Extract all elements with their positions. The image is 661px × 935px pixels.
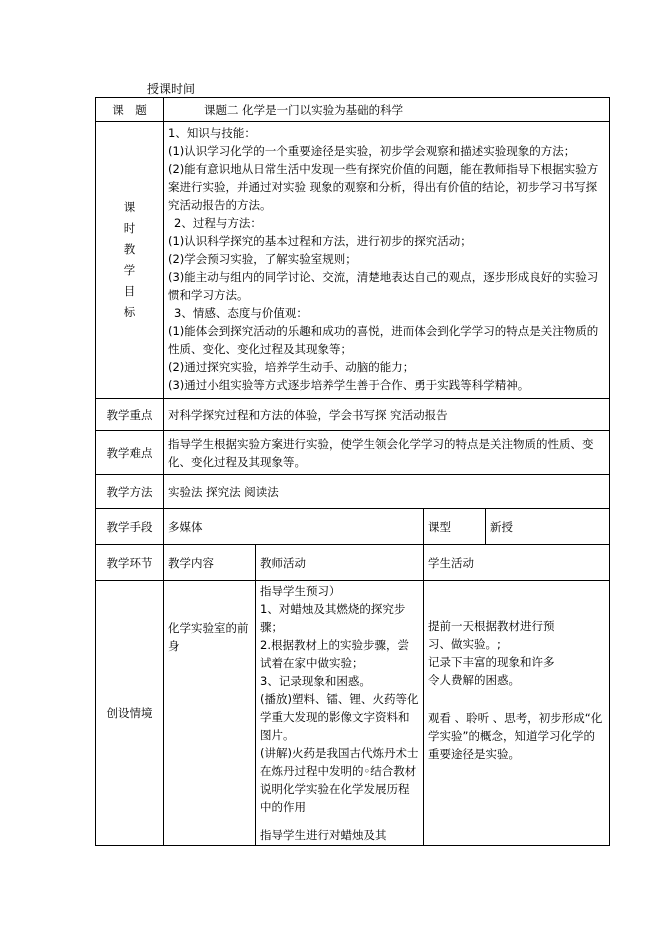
objectives-label xyxy=(96,122,164,399)
teacher-activity-line: (讲解)火药是我国古代炼丹术士在炼丹过程中发明的◦结合教材说明化学实验在化学发展历程 中的作用 xyxy=(260,746,419,814)
methods-row xyxy=(96,475,610,509)
means-label: 教学手段 xyxy=(96,509,164,545)
objective-heading: 3、情感、态度与价值观： xyxy=(174,306,308,320)
key-points-row xyxy=(96,399,610,431)
difficulties-label: 教学难点 xyxy=(96,431,164,475)
student-activity-line: 观看 、聆听 、思考，初步形成“化学实验”的概念，知道学习化学的重要途径是实验。 xyxy=(428,711,603,761)
lesson-type-value: 新授 xyxy=(486,509,610,545)
objective-item: (3)能主动与组内的同学讨论、交流，清楚地表达自己的观点，逐步形成良好的实验习惯和学习方法。 xyxy=(168,270,599,302)
teaching-time-label: 授课时间 xyxy=(147,82,196,96)
topic-label: 课 题 xyxy=(96,98,164,122)
column-student: 学生活动 xyxy=(424,545,610,581)
objectives-label-char: 标 xyxy=(123,305,136,319)
objectives-row xyxy=(96,122,610,399)
content-cell: 化学实验室的前身 xyxy=(164,581,256,846)
objective-item: (1)能体会到探究活动的乐趣和成功的喜悦，进而体会到化学学习的特点是关注物质的性质、变化、变化过程及其现象等； xyxy=(168,324,599,356)
objective-item: (2)通过探究实验，培养学生动手、动脑的能力； xyxy=(168,360,415,374)
teacher-activity-line: 3、记录现象和困惑。 xyxy=(260,674,371,688)
teacher-activity-line: 指导学生进行对蜡烛及其 xyxy=(260,828,387,842)
methods-value: 实验法 探究法 阅读法 xyxy=(164,475,610,509)
column-teacher: 教师活动 xyxy=(256,545,424,581)
student-activity-line: 提前一天根据教材进行预习、做实验。; xyxy=(428,619,555,651)
objectives-label-char: 学 xyxy=(123,263,136,277)
means-row xyxy=(96,509,610,545)
objectives-label-char: 目 xyxy=(123,284,136,298)
teacher-activity-line: (播放)塑料、镭、锂、火药等化学重大发现的影像文字资料和图片。 xyxy=(260,692,419,742)
objective-heading: 1、知识与技能： xyxy=(168,126,256,140)
column-content: 教学内容 xyxy=(164,545,256,581)
topic-row xyxy=(96,98,610,122)
objective-item: (3)通过小组实验等方式逐步培养学生善于合作、勇于实践等科学精神。 xyxy=(168,378,530,392)
objectives-content xyxy=(164,122,610,399)
columns-header-row xyxy=(96,545,610,581)
objective-item: (1)认识科学探究的基本过程和方法，进行初步的探究活动； xyxy=(168,234,472,248)
lesson-type-label: 课型 xyxy=(424,509,486,545)
key-points-value: 对科学探究过程和方法的体验，学会书写探 究活动报告 xyxy=(164,399,610,431)
objectives-label-char: 教 xyxy=(123,242,136,256)
difficulties-value: 指导学生根据实验方案进行实验，使学生领会化学学习的特点是关注物质的性质、变化、变化过程及其现象等。 xyxy=(164,431,610,475)
stage-cell: 创设情境 xyxy=(96,581,164,846)
teacher-activity-line: 1、对蜡烛及其燃烧的探究步骤； xyxy=(260,602,406,634)
teacher-activity-line: 指导学生预习） xyxy=(260,584,341,598)
objectives-label-char: 课 xyxy=(123,200,136,214)
objective-heading: 2、过程与方法： xyxy=(174,216,262,230)
objective-item: (2)能有意识地从日常生活中发现一些有探究价值的问题，能在教师指导下根据实验方案进行实验，并通过对实验 现象的观察和分析，得出有价值的结论，初步学习书写探究活动报告的方法。 xyxy=(168,162,599,212)
column-stage: 教学环节 xyxy=(96,545,164,581)
teacher-activity-cell xyxy=(256,581,424,846)
student-activity-cell xyxy=(424,581,610,846)
means-value: 多媒体 xyxy=(164,509,424,545)
lesson-plan-table xyxy=(95,97,610,846)
key-points-label: 教学重点 xyxy=(96,399,164,431)
objective-item: (1)认识学习化学的一个重要途径是实验，初步学会观察和描述实验现象的方法； xyxy=(168,144,576,158)
activity-row xyxy=(96,581,610,846)
objective-item: (2)学会预习实验，了解实验室规则； xyxy=(168,252,357,266)
methods-label: 教学方法 xyxy=(96,475,164,509)
difficulties-row xyxy=(96,431,610,475)
topic-value: 课题二 化学是一门以实验为基础的科学 xyxy=(164,98,610,122)
student-activity-line: 记录下丰富的现象和许多令人费解的困惑。 xyxy=(428,655,555,687)
teacher-activity-line: 2.根据教材上的实验步骤，尝试着在家中做实验； xyxy=(260,638,409,670)
objectives-label-char: 时 xyxy=(123,221,136,235)
